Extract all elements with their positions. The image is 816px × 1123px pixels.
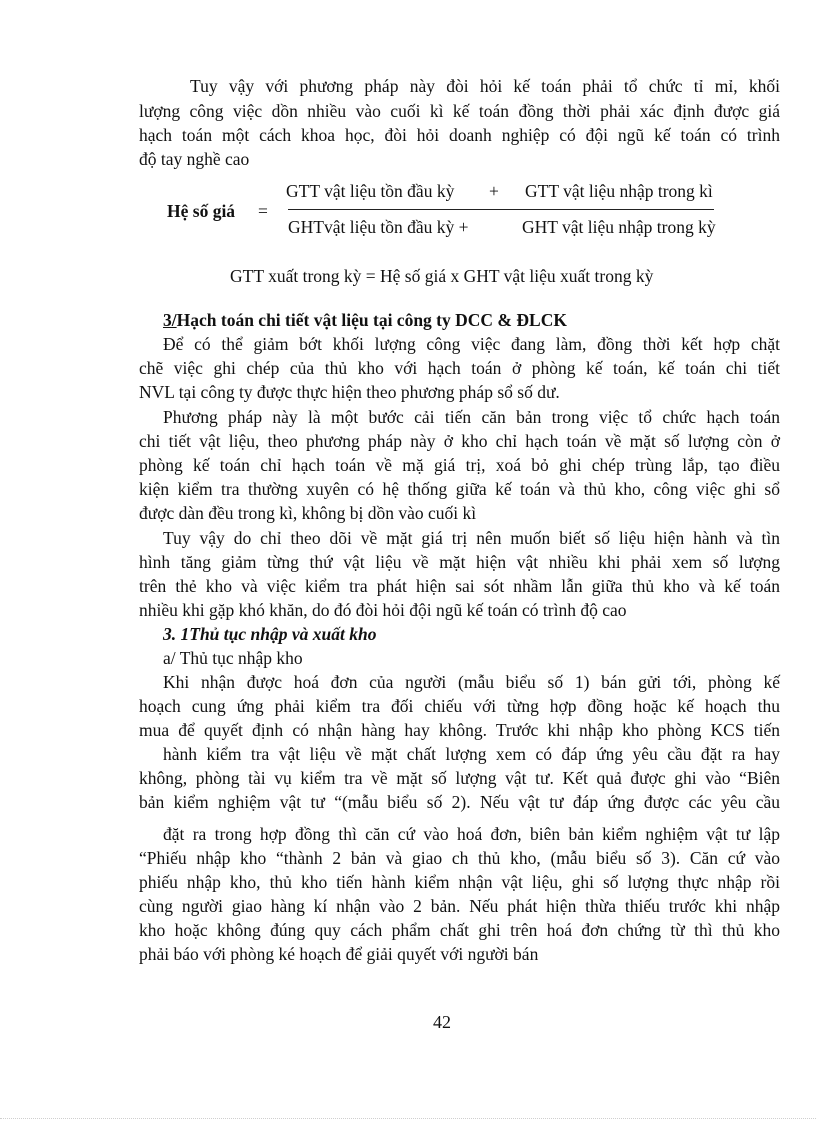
formula-denominator-left: GHTvật liệu tồn đầu kỳ + [288, 217, 469, 237]
s3-p2-line-1: Phương pháp này là một bước cải tiến căn bản trong việc tổ chức hạch toán [163, 407, 780, 427]
formula-numerator-right: GTT vật liệu nhập trong kì [525, 181, 713, 201]
s31-line-6: bản kiểm nghiệm vật tư “(mẫu biểu số 2). Nếu vật tư đáp ứng được các yêu cầu [139, 792, 780, 812]
intro-line-1: Tuy vậy với phương pháp này đòi hỏi kế toán phải tổ chức tỉ mỉ, khối [190, 76, 780, 96]
formula-numerator-plus: + [489, 181, 499, 201]
s3-p1-line-2: chẽ việc ghi chép của thủ kho với hạch toán ở phòng kế toán, kế toán chi tiết [139, 358, 780, 378]
s3-p2-line-4: kiện kiểm tra thường xuyên có hệ thống giữa kế toán và thủ kho, công việc ghi sổ [139, 479, 780, 499]
s31-line-1: Khi nhận được hoá đơn của người (mẫu biểu số 1) bán gửi tới, phòng kế [163, 672, 780, 692]
s31-line-12: phải báo với phòng ké hoạch để giải quyết với người bán [139, 944, 539, 964]
s31-line-8: “Phiếu nhập kho “thành 2 bản và giao ch thủ kho, (mẫu biểu số 3). Căn cứ vào [139, 848, 780, 868]
s3-p3-line-1: Tuy vậy do chỉ theo dõi về mặt giá trị nên muốn biết số liệu hiện hành và tìn [163, 528, 780, 548]
s31-line-11: kho hoặc không đúng quy cách phẩm chất ghi trên hoá đơn chứng từ thì thủ kho [139, 920, 780, 940]
section-3-heading-text: Hạch toán chi tiết vật liệu tại công ty DCC & ĐLCK [176, 310, 567, 330]
page-bottom-edge [0, 1118, 816, 1119]
section-3-heading [163, 308, 567, 332]
subheading-a: a/ Thủ tục nhập kho [163, 648, 303, 668]
intro-line-4: độ tay nghề cao [139, 149, 250, 169]
formula-equals: = [258, 201, 268, 221]
formula-second: GTT xuất trong kỳ = Hệ số giá x GHT vật liệu xuất trong kỳ [230, 266, 654, 286]
s31-line-9: phiếu nhập kho, thủ kho tiến hành kiểm nhận vật liệu, ghi số lượng thực nhập rồi [139, 872, 780, 892]
s3-p3-line-3: trên thẻ kho và việc kiểm tra phát hiện sai sót nhầm lẫn giữa thủ kho và kế toán [139, 576, 780, 596]
formula-label: Hệ số giá [167, 201, 236, 221]
s31-line-7: đặt ra trong hợp đồng thì căn cứ vào hoá đơn, biên bản kiểm nghiệm vật tư lập [163, 824, 780, 844]
s3-p2-line-3: phòng kế toán chỉ hạch toán về mặ giá trị, xoá bỏ ghi chép trùng lắp, tạo điều [139, 455, 780, 475]
formula-numerator-left: GTT vật liệu tồn đầu kỳ [286, 181, 455, 201]
section-3-heading-number: 3/ [163, 310, 177, 330]
s3-p3-line-4: nhiều khi gặp khó khăn, do đó đòi hỏi đội ngũ kế toán có trình độ cao [139, 600, 627, 620]
page-number: 42 [433, 1012, 451, 1032]
s3-p1-line-3: NVL tại công ty được thực hiện theo phương pháp sổ số dư. [139, 382, 560, 402]
section-3-1-heading: 3. 1Thủ tục nhập và xuất kho [163, 624, 377, 644]
formula-denominator-right: GHT vật liệu nhập trong kỳ [522, 217, 716, 237]
s31-line-2: hoạch cung ứng phải kiểm tra đối chiếu với từng hợp đồng hoặc kế hoạch thu [139, 696, 780, 716]
s3-p3-line-2: hình tăng giảm từng thứ vật liệu về mặt hiện vật nhiều khi phải xem số lượng [139, 552, 780, 572]
s3-p1-line-1: Để có thể giảm bớt khối lượng công việc đang làm, đồng thời kết hợp chặt [163, 334, 780, 354]
s31-line-5: không, phòng tài vụ kiểm tra về mặt số lượng vật tư. Kết quả được ghi vào “Biên [139, 768, 780, 788]
intro-line-2: lượng công việc dồn nhiều vào cuối kì kế toán đồng thời phải xác định được giá [139, 101, 780, 121]
s31-line-4: hành kiểm tra vật liệu về mặt chất lượng xem có đáp ứng yêu cầu đặt ra hay [163, 744, 780, 764]
s31-line-10: cùng người giao hàng kí nhận vào 2 bản. Nếu phát hiện thừa thiếu trước khi nhập [139, 896, 780, 916]
s3-p2-line-2: chi tiết vật liệu, theo phương pháp này ở kho chỉ hạch toán về mặt số lượng còn ở [139, 431, 780, 451]
intro-line-3: hạch toán một cách khoa học, đòi hỏi doanh nghiệp có đội ngũ kế toán có trình [139, 125, 780, 145]
s3-p2-line-5: được dàn đều trong kì, không bị dồn vào cuối kì [139, 503, 477, 523]
s31-line-3: mua để quyết định có nhận hàng hay không. Trước khi nhập kho phòng KCS tiến [139, 720, 780, 740]
fraction-bar [288, 209, 714, 210]
